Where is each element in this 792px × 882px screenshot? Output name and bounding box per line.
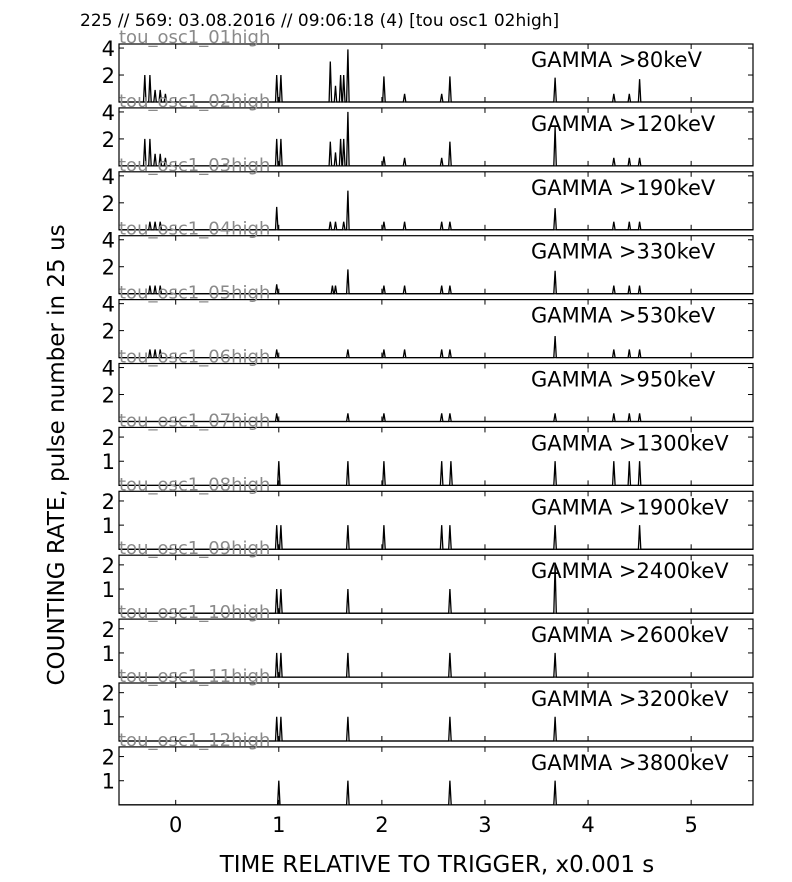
channel-label: tou_osc1_12high (119, 729, 271, 751)
y-axis-label: COUNTING RATE, pulse number in 25 us (44, 224, 70, 686)
panel-energy-label: GAMMA >950keV (531, 367, 716, 392)
y-tick-label: 4 (101, 228, 115, 253)
y-tick-label: 2 (101, 319, 115, 344)
panel-energy-label: GAMMA >190keV (531, 175, 716, 200)
x-axis (169, 813, 698, 837)
y-tick-label: 4 (101, 164, 115, 189)
panel-energy-label: GAMMA >2600keV (531, 623, 729, 648)
y-tick-label: 2 (101, 127, 115, 152)
channel-label: tou_osc1_02high (119, 90, 271, 112)
y-tick-label: 2 (101, 191, 115, 216)
y-tick-label: 1 (101, 514, 115, 539)
channel-label: tou_osc1_10high (119, 602, 271, 624)
channel-label: tou_osc1_03high (119, 154, 271, 176)
y-tick-label: 2 (101, 745, 115, 770)
y-tick-label: 2 (101, 383, 115, 408)
panel-energy-label: GAMMA >1900keV (531, 495, 729, 520)
channel-label: tou_osc1_11high (119, 666, 271, 687)
panel-energy-label: GAMMA >80keV (531, 48, 702, 72)
channel-label: tou_osc1_05high (119, 282, 271, 304)
panel-energy-label: GAMMA >120keV (531, 111, 716, 136)
panel-energy-label: GAMMA >530keV (531, 303, 716, 328)
panel-energy-label: GAMMA >3800keV (531, 750, 729, 775)
panel-energy-label: GAMMA >2400keV (531, 559, 729, 584)
chart-title: 225 // 569: 03.08.2016 // 09:06:18 (4) [tou osc1 02high] (80, 11, 560, 31)
x-tick-label: 4 (581, 812, 595, 837)
x-tick-label: 3 (478, 812, 492, 837)
y-tick-label: 2 (101, 426, 115, 451)
x-tick-label: 5 (684, 812, 698, 837)
panels-group (102, 27, 753, 805)
y-tick-label: 1 (101, 769, 115, 794)
series-line (119, 781, 753, 805)
y-tick-label: 1 (101, 641, 115, 666)
y-tick-label: 2 (101, 255, 115, 280)
y-tick-label: 4 (101, 100, 115, 125)
panel-energy-label: GAMMA >3200keV (531, 687, 729, 711)
channel-label: tou_osc1_04high (119, 218, 271, 240)
y-tick-label: 2 (101, 553, 115, 578)
y-tick-label: 2 (101, 681, 115, 706)
y-tick-label: 2 (101, 64, 115, 89)
channel-label: tou_osc1_01high (119, 27, 271, 48)
x-axis-label: TIME RELATIVE TO TRIGGER, x0.001 s (219, 852, 655, 878)
y-tick-label: 1 (101, 450, 115, 475)
y-tick-label: 1 (101, 705, 115, 730)
channel-label: tou_osc1_09high (119, 538, 271, 560)
x-tick-label: 0 (169, 812, 183, 837)
channel-label: tou_osc1_06high (119, 346, 271, 368)
panel-energy-label: GAMMA >330keV (531, 239, 716, 264)
y-tick-label: 4 (101, 37, 115, 62)
panel-energy-label: GAMMA >1300keV (531, 431, 729, 456)
y-tick-label: 4 (101, 292, 115, 317)
channel-label: tou_osc1_07high (119, 410, 271, 432)
channel-label: tou_osc1_08high (119, 474, 271, 496)
x-tick-label: 1 (272, 812, 286, 837)
x-tick-label: 2 (375, 812, 389, 837)
y-tick-label: 4 (101, 356, 115, 381)
y-tick-label: 2 (101, 617, 115, 642)
y-tick-label: 1 (101, 578, 115, 603)
y-tick-label: 2 (101, 489, 115, 514)
